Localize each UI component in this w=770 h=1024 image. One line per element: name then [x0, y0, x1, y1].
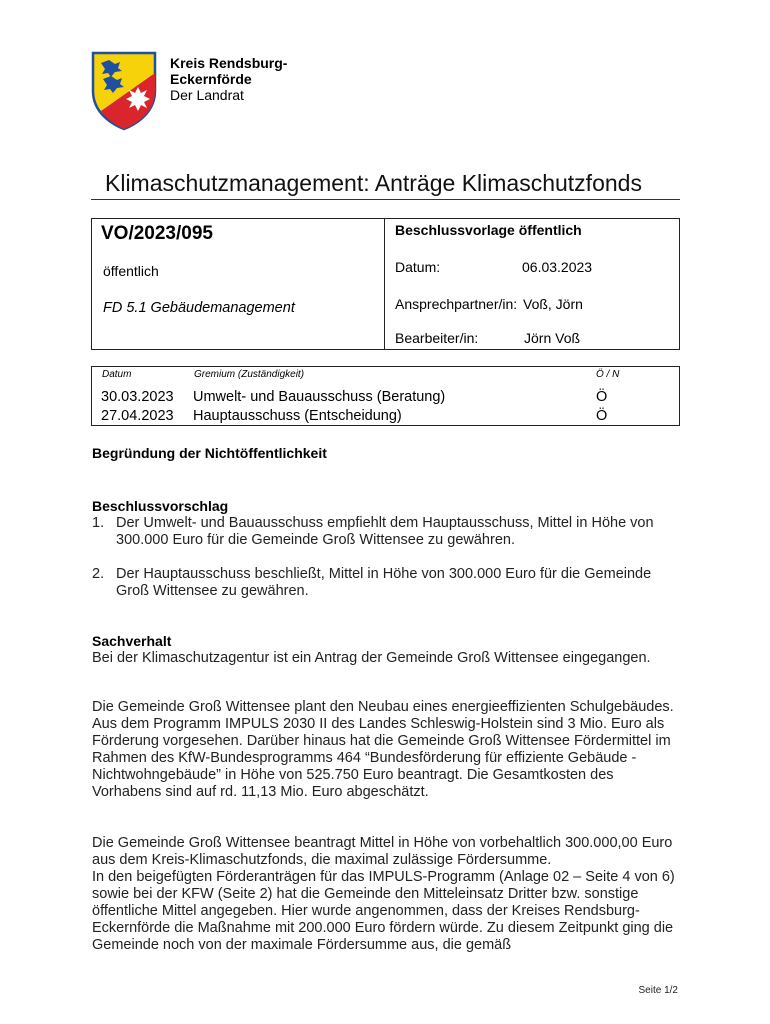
- doc-type: Beschlussvorlage öffentlich: [395, 222, 582, 238]
- col-header-date: Datum: [102, 369, 132, 380]
- nonpublic-heading: Begründung der Nichtöffentlichkeit: [92, 445, 327, 461]
- proposal-item-2-number: 2.: [92, 566, 105, 582]
- title-divider: [91, 199, 680, 200]
- facts-heading: Sachverhalt: [92, 633, 172, 649]
- col-header-on: Ö / N: [596, 369, 620, 380]
- date-value: 06.03.2023: [522, 259, 593, 275]
- page-title: Klimaschutzmanagement: Anträge Klimaschutzfonds: [105, 170, 642, 196]
- org-line-3: Der Landrat: [170, 87, 244, 103]
- date-label: Datum:: [395, 259, 441, 275]
- row-2-on: Ö: [596, 408, 608, 424]
- proposal-heading: Beschlussvorschlag: [92, 498, 229, 514]
- page-number: Seite 1/2: [638, 985, 678, 996]
- meta-divider: [384, 219, 385, 349]
- row-2-body: Hauptausschuss (Entscheidung): [193, 408, 402, 424]
- facts-paragraph-3a: Die Gemeinde Groß Wittensee beantragt Mittel in Höhe von vorbehaltlich 300.000,00 Euro aus dem Kreis-Klimaschutzfonds, die maximal zulässige Fördersumme.: [92, 835, 673, 868]
- facts-paragraph-1: Bei der Klimaschutzagentur ist ein Antrag der Gemeinde Groß Wittensee eingegangen.: [92, 650, 651, 666]
- visibility-label: öffentlich: [103, 263, 159, 279]
- contact-value: Voß, Jörn: [523, 296, 583, 312]
- row-1-on: Ö: [596, 389, 608, 405]
- vo-number: VO/2023/095: [101, 223, 213, 244]
- org-name: [170, 55, 287, 103]
- org-line-2: Eckernförde: [170, 71, 252, 87]
- department-label: FD 5.1 Gebäudemanagement: [103, 300, 295, 316]
- org-line-1: Kreis Rendsburg-: [170, 55, 288, 71]
- row-2-date: 27.04.2023: [101, 408, 174, 424]
- col-header-body: Gremium (Zuständigkeit): [194, 369, 305, 380]
- proposal-item-2-text: Der Hauptausschuss beschließt, Mittel in Höhe von 300.000 Euro für die Gemeinde Groß Wittensee zu gewähren.: [116, 566, 652, 599]
- proposal-item-1-text: Der Umwelt- und Bauausschuss empfiehlt dem Hauptausschuss, Mittel in Höhe von 300.000 Euro für die Gemeinde Groß Wittensee zu gewähren.: [116, 515, 654, 548]
- contact-label: Ansprechpartner/in:: [395, 296, 518, 312]
- row-1-date: 30.03.2023: [101, 389, 174, 405]
- meta-box: [91, 218, 680, 350]
- row-1-body: Umwelt- und Bauausschuss (Beratung): [193, 389, 446, 405]
- editor-value: Jörn Voß: [524, 330, 581, 346]
- gremium-table: [91, 366, 680, 426]
- facts-paragraph-3b: In den beigefügten Förderanträgen für das IMPULS-Programm (Anlage 02 – Seite 4 von 6) sowie bei der KFW (Seite 2) hat die Gemeinde den Mitteleinsatz Dritter bzw. sonstige öffentliche Mittel angegeben. Hier wurde angenommen, dass der Kreises Rendsburg-Eckernförde die Maßnahme mit 200.000 Euro fördern würde. Zu diesem Zeitpunkt ging die Gemeinde noch von der maximale Fördersumme aus, die gemäß: [92, 869, 675, 953]
- editor-label: Bearbeiter/in:: [395, 330, 479, 346]
- facts-paragraph-2: Die Gemeinde Groß Wittensee plant den Neubau eines energieeffizienten Schulgebäudes. Aus dem Programm IMPULS 2030 II des Landes Schleswig-Holstein sind 3 Mio. Euro als Förderung vorgesehen. Darüber hinaus hat die Gemeinde Groß Wittensee Fördermittel im Rahmen des KfW-Bundesprogramms 464 “Bundesförderung für effiziente Gebäude - Nichtwohngebäude” in Höhe von 525.750 Euro beantragt. Die Gesamtkosten des Vorhabens sind auf rd. 11,13 Mio. Euro abgeschätzt.: [92, 699, 674, 800]
- proposal-item-1-number: 1.: [92, 515, 105, 531]
- coat-of-arms-icon: [91, 51, 157, 131]
